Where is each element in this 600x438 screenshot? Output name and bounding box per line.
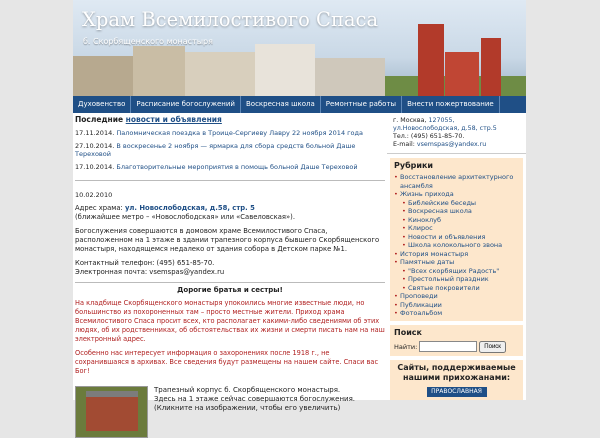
- rubric-item[interactable]: • Новости и объявления: [394, 233, 519, 242]
- rubrics-title: Рубрики: [394, 161, 434, 170]
- nav-item-repairs[interactable]: Ремонтные работы: [321, 96, 402, 113]
- appeal-text-2: Особенно нас интересует информация о захоронениях после 1918 г., не сохранившаяся в архивах. Все сведения будут размещены на нашем сайте. Спаси вас Бог!: [75, 349, 379, 375]
- addr-city: г. Москва,: [393, 117, 427, 124]
- contact-phone: Контактный телефон: (495) 651-85-70.: [75, 259, 215, 267]
- photo-caption-line: Трапезный корпус б. Скорбященского монастыря.: [154, 386, 341, 394]
- post-date: 10.02.2010: [75, 191, 113, 199]
- news-date: 17.10.2014.: [75, 163, 115, 171]
- building-5: [315, 58, 385, 96]
- contact-block: [75, 259, 385, 277]
- addr-email-link[interactable]: vsemspas@yandex.ru: [416, 141, 487, 148]
- address-paragraph: [75, 204, 385, 222]
- rubric-item[interactable]: • Восстановление архитектурного ансамбля: [394, 173, 519, 190]
- main-content: [73, 113, 387, 412]
- search-box: [390, 325, 523, 356]
- building-2: [133, 46, 185, 96]
- appeal-text: На кладбище Скорбященского монастыря упокоились многие известные люди, но большинство из похороненных там – просто местные жители. Приход храма Всемилостивого Спаса просит всех, кто располагает какими-либо сведениями об этих людях, об их родственниках, об обстоятельствах их жизни и смерти писать нам на наш электронный адрес.: [75, 299, 385, 343]
- address-block: [387, 113, 526, 154]
- site-header: [73, 0, 526, 96]
- news-link[interactable]: В воскресенье 2 ноября — ярмарка для сбора средств больной Даше Тереховой: [75, 142, 356, 158]
- site-title[interactable]: Храм Всемилостивого Спаса: [82, 8, 379, 31]
- rubric-item[interactable]: • Престольный праздник: [394, 275, 519, 284]
- sidebar: [387, 113, 526, 400]
- contact-email: Электронная почта: vsemspas@yandex.ru: [75, 268, 225, 276]
- church-tower: [418, 24, 444, 96]
- news-link[interactable]: Благотворительные мероприятия в помощь больной Даше Тереховой: [116, 163, 358, 171]
- rubric-item[interactable]: • "Всех скорбящих Радость": [394, 267, 519, 276]
- refectory-photo[interactable]: [75, 386, 148, 438]
- search-title: Поиск: [394, 327, 422, 337]
- rubric-item[interactable]: • Проповеди: [394, 292, 519, 301]
- rubric-item[interactable]: • Клирос: [394, 224, 519, 233]
- church-tower-2: [481, 38, 501, 96]
- building-4: [255, 44, 315, 96]
- address-link[interactable]: ул. Новослободская, д.58, стр. 5: [125, 204, 255, 212]
- main-nav: [73, 96, 526, 113]
- rubrics-list: [394, 173, 519, 318]
- addr-email-label: E-mail:: [393, 141, 415, 148]
- news-heading: [75, 115, 385, 124]
- partner-banner[interactable]: ПРАВОСЛАВНАЯ: [427, 387, 487, 397]
- rubric-item[interactable]: • Киноклуб: [394, 216, 519, 225]
- list-item: [75, 142, 385, 158]
- list-item: [75, 129, 385, 137]
- nav-item-schedule[interactable]: Расписание богослужений: [131, 96, 241, 113]
- services-text: Богослужения совершаются в домовом храме Всемилостивого Спаса, расположенном на 1 этаже в здании трапезного корпуса бывшего Скорбященского монастыря, находящемся недалеко от здания собора в Детском парке №1.: [75, 227, 380, 253]
- rubric-item[interactable]: • Жизнь прихода: [394, 190, 519, 199]
- news-list: [75, 129, 385, 181]
- rubric-item[interactable]: • Публикации: [394, 301, 519, 310]
- news-date: 17.11.2014.: [75, 129, 115, 137]
- nav-item-clergy[interactable]: Духовенство: [73, 96, 131, 113]
- rubrics-box: [390, 158, 523, 321]
- page: [73, 0, 526, 412]
- rubric-item[interactable]: • История монастыря: [394, 250, 519, 259]
- photo-row: [75, 386, 385, 438]
- rubric-item[interactable]: • Библейские беседы: [394, 199, 519, 208]
- photo-caption-line: (Кликните на изображении, чтобы его увеличить): [154, 404, 341, 412]
- metro-text: (ближайшее метро – «Новослободская» или «Савеловская»).: [75, 213, 295, 221]
- building-3: [185, 52, 255, 96]
- news-link[interactable]: Паломническая поездка в Троице-Сергиеву Лавру 22 ноября 2014 года: [116, 129, 364, 137]
- nav-item-sunday-school[interactable]: Воскресная школа: [241, 96, 321, 113]
- rubric-item[interactable]: • Фотоальбом: [394, 309, 519, 318]
- news-heading-link[interactable]: новости и объявления: [125, 115, 222, 124]
- news-date: 27.10.2014.: [75, 142, 115, 150]
- photo-caption-line: Здесь на 1 этаже сейчас совершаются богослужения.: [154, 395, 356, 403]
- site-subtitle: б. Скорбященского монастыря: [83, 37, 213, 46]
- list-item: [75, 163, 385, 171]
- search-label: Найти:: [394, 342, 418, 351]
- rubric-item[interactable]: • Школа колокольного звона: [394, 241, 519, 250]
- addr-street-link[interactable]: 127055, ул.Новослободская, д.58, стр.5: [393, 117, 497, 132]
- nav-item-donate[interactable]: Внести пожертвование: [402, 96, 500, 113]
- address-label: Адрес храма:: [75, 204, 123, 212]
- church-body: [445, 52, 479, 96]
- rubric-item[interactable]: • Памятные даты: [394, 258, 519, 267]
- support-title: Сайты, поддерживаемые нашими прихожанами:: [397, 362, 516, 382]
- building-left: [73, 56, 133, 96]
- photo-caption: [154, 386, 355, 438]
- support-box: [390, 360, 523, 400]
- addr-phone: Тел.: (495) 651-85-70.: [393, 133, 465, 140]
- greeting-heading: Дорогие братья и сестры!: [75, 282, 385, 294]
- news-heading-prefix: Последние: [75, 115, 124, 124]
- search-row: [394, 341, 519, 353]
- rubric-item[interactable]: • Воскресная школа: [394, 207, 519, 216]
- search-input[interactable]: [419, 341, 477, 352]
- rubric-item[interactable]: • Святые покровители: [394, 284, 519, 293]
- search-button[interactable]: Поиск: [479, 341, 506, 353]
